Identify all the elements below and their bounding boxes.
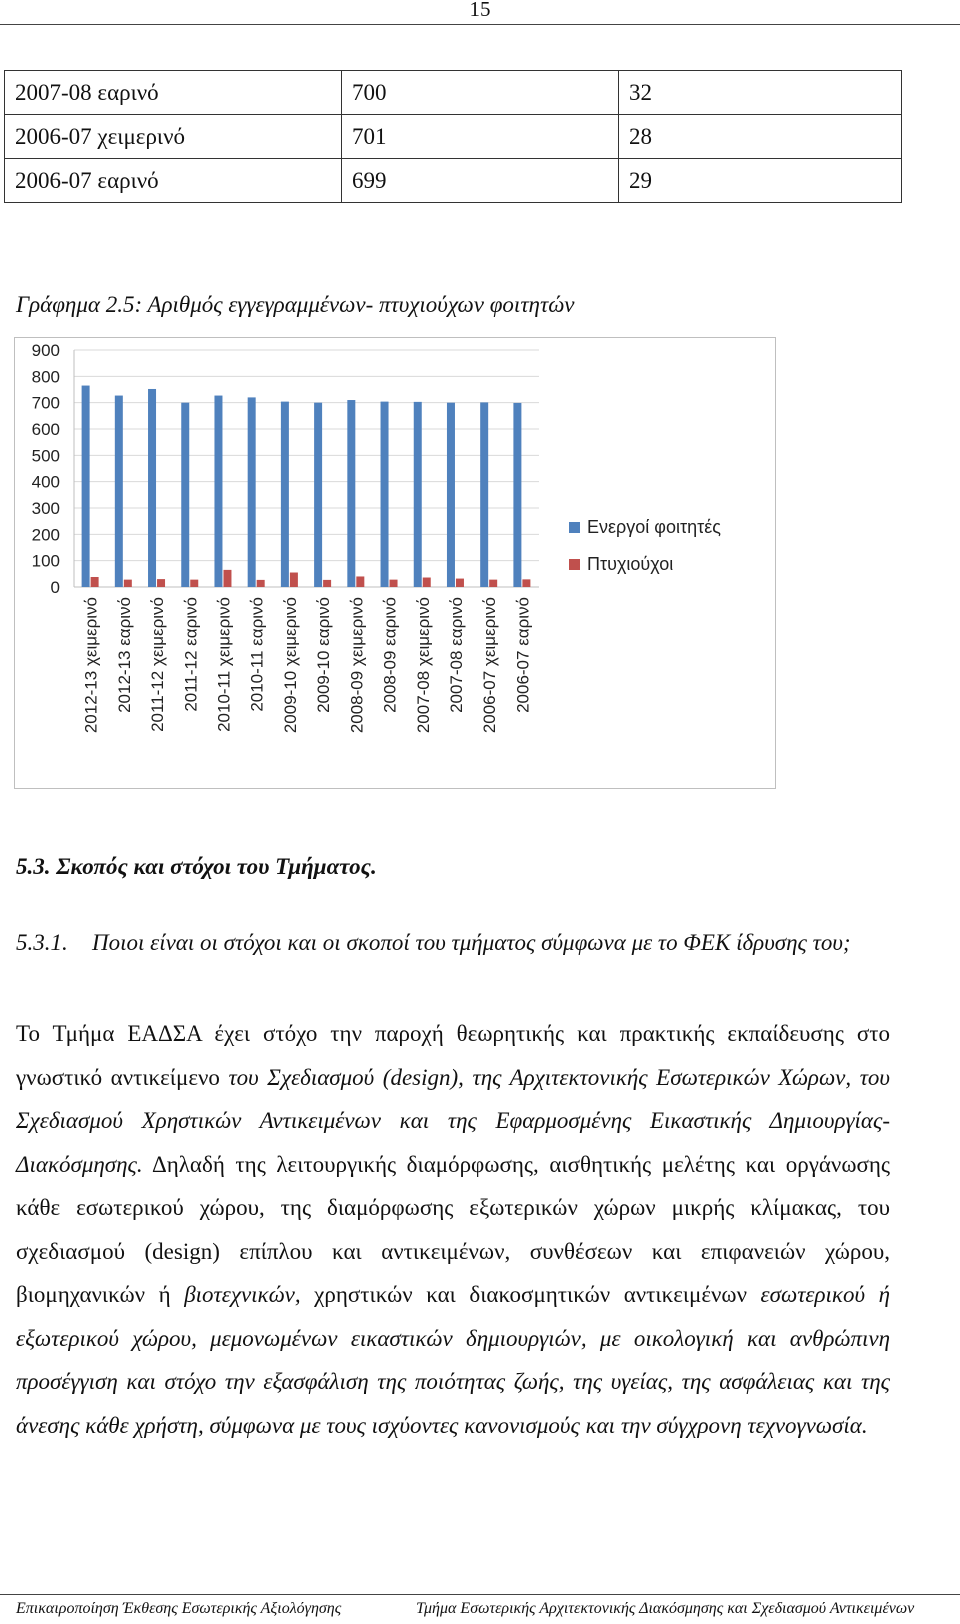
bar-graduates <box>257 580 265 587</box>
enrollment-bar-chart <box>14 337 776 789</box>
para-part-italic: εσωτερικού ή εξωτερικού χώρου, μεμονωμένων εικαστικών δημιουργιών, με οικολογική και ανθρώπινη προσέγγιση και στόχο την εξασφάλιση της ποιότητας ζωής, της υγείας, της ασφάλειας και της άνεσης κάθε χρήστη, σύμφωνα με τους ισχύοντες κανονισμούς και την σύγχρονη τεχνογνωσία. <box>16 1282 890 1438</box>
legend-swatch <box>569 522 580 533</box>
bar-graduates <box>223 570 231 587</box>
x-tick-label: 2006-07 χειμερινό <box>480 597 500 734</box>
bar-graduates <box>390 580 398 587</box>
x-tick-label: 2011-12 χειμερινό <box>148 597 168 732</box>
y-tick-label: 400 <box>31 472 60 492</box>
bar-graduates <box>190 580 198 587</box>
chart-caption: Γράφημα 2.5: Αριθμός εγγεγραμμένων- πτυχιούχων φοιτητών <box>16 292 575 317</box>
para-part-italic: βιοτεχνικών, <box>184 1282 301 1307</box>
table-cell-graduates: 32 <box>619 71 902 115</box>
bar-active-students <box>148 389 156 587</box>
para-part: χρηστικών και διακοσμητικών αντικειμένων <box>300 1282 761 1307</box>
subsection-question <box>16 928 894 958</box>
y-tick-label: 900 <box>31 341 60 360</box>
y-tick-label: 500 <box>31 446 60 466</box>
y-tick-label: 700 <box>31 393 60 413</box>
table-cell-active: 700 <box>342 71 619 115</box>
table-cell-semester: 2006-07 εαρινό <box>5 159 342 203</box>
x-tick-label: 2007-08 εαρινό <box>446 597 466 713</box>
bar-graduates <box>356 576 364 587</box>
y-tick-label: 600 <box>31 420 60 439</box>
bar-active-students <box>181 403 189 587</box>
subsection-question-text: Ποιοι είναι οι στόχοι και οι σκοποί του τμήματος σύμφωνα με το ΦΕΚ ίδρυσης του; <box>92 930 851 955</box>
para-part-italic: του Σχεδιασμού (design), της Αρχιτεκτονικής Εσωτερικών Χώρων, του Σχεδιασμού Χρηστικών Αντικειμένων και της Εφαρμοσμένης Εικαστικής Δημιουργίας-Διακόσμησης. <box>16 1064 890 1177</box>
x-tick-label: 2012-13 χειμερινό <box>81 597 101 734</box>
table-cell-graduates: 29 <box>619 159 902 203</box>
table-row <box>5 71 902 115</box>
bar-active-students <box>513 403 521 587</box>
page-number: 15 <box>469 0 491 21</box>
bar-graduates <box>522 579 530 587</box>
x-tick-label: 2012-13 εαρινό <box>114 597 134 713</box>
footer-left: Επικαιροποίηση Έκθεσης Εσωτερικής Αξιολόγησης <box>16 1600 342 1617</box>
x-tick-label: 2007-08 χειμερινό <box>413 597 433 734</box>
bar-active-students <box>82 386 90 587</box>
bar-active-students <box>480 402 488 587</box>
x-tick-label: 2008-09 χειμερινό <box>347 597 367 734</box>
section-heading: 5.3. Σκοπός και στόχοι του Τμήματος. <box>16 854 377 879</box>
footer-right: Τμήμα Εσωτερικής Αρχιτεκτονικής Διακόσμησης και Σχεδιασμού Αντικειμένων <box>416 1600 915 1617</box>
x-tick-label: 2008-09 εαρινό <box>380 597 400 713</box>
x-tick-label: 2010-11 χειμερινό <box>214 597 234 732</box>
bar-active-students <box>447 403 455 587</box>
bar-active-students <box>214 396 222 587</box>
table-cell-active: 699 <box>342 159 619 203</box>
bar-active-students <box>115 396 123 587</box>
y-tick-label: 100 <box>31 551 60 571</box>
bar-graduates <box>323 580 331 587</box>
table-row <box>5 115 902 159</box>
footer-rule <box>0 1594 960 1595</box>
bar-graduates <box>91 577 99 587</box>
bar-graduates <box>290 573 298 587</box>
x-tick-label: 2009-10 εαρινό <box>314 597 334 713</box>
bar-active-students <box>347 400 355 587</box>
table-cell-semester: 2006-07 χειμερινό <box>5 115 342 159</box>
y-tick-label: 300 <box>31 499 60 518</box>
bar-active-students <box>414 402 422 587</box>
bar-graduates <box>489 580 497 587</box>
x-tick-label: 2011-12 εαρινό <box>181 597 201 712</box>
enrollment-table <box>4 70 902 203</box>
bar-active-students <box>381 402 389 587</box>
para-part: Δηλαδή της λειτουργικής διαμόρφωσης, αισθητικής μελέτης και οργάνωσης κάθε εσωτερικού χώρου, της διαμόρφωσης εξωτερικών χώρων μικρής κλίμακας, του σχεδιασμού (design) επίπλου και αντικειμένων, συνθέσεων και επιφανειών χώρου, βιομηχανικών ή <box>16 1151 890 1307</box>
bar-graduates <box>124 580 132 587</box>
bar-active-students <box>281 402 289 587</box>
legend-label: Ενεργοί φοιτητές <box>587 517 721 537</box>
y-tick-label: 0 <box>50 578 60 597</box>
table-cell-semester: 2007-08 εαρινό <box>5 71 342 115</box>
table-row <box>5 159 902 203</box>
y-tick-label: 800 <box>31 367 60 387</box>
bar-graduates <box>423 578 431 587</box>
bar-graduates <box>456 579 464 587</box>
bar-active-students <box>248 397 256 587</box>
bar-active-students <box>314 403 322 587</box>
body-paragraph <box>16 1012 890 1447</box>
subsection-number: 5.3.1. <box>16 930 68 955</box>
legend-label: Πτυχιούχοι <box>587 554 674 574</box>
x-tick-label: 2006-07 εαρινό <box>513 597 533 713</box>
table-cell-active: 701 <box>342 115 619 159</box>
bar-graduates <box>157 579 165 587</box>
para-part: Το Τμήμα ΕΑΔΣΑ έχει στόχο την παροχή θεωρητικής και πρακτικής εκπαίδευσης στο γνωστικό αντικείμενο <box>16 1021 890 1090</box>
x-tick-label: 2010-11 εαρινό <box>247 597 267 712</box>
x-tick-label: 2009-10 χειμερινό <box>280 597 300 734</box>
legend-swatch <box>569 559 580 570</box>
table-cell-graduates: 28 <box>619 115 902 159</box>
y-tick-label: 200 <box>31 525 60 545</box>
header-rule <box>0 24 960 25</box>
